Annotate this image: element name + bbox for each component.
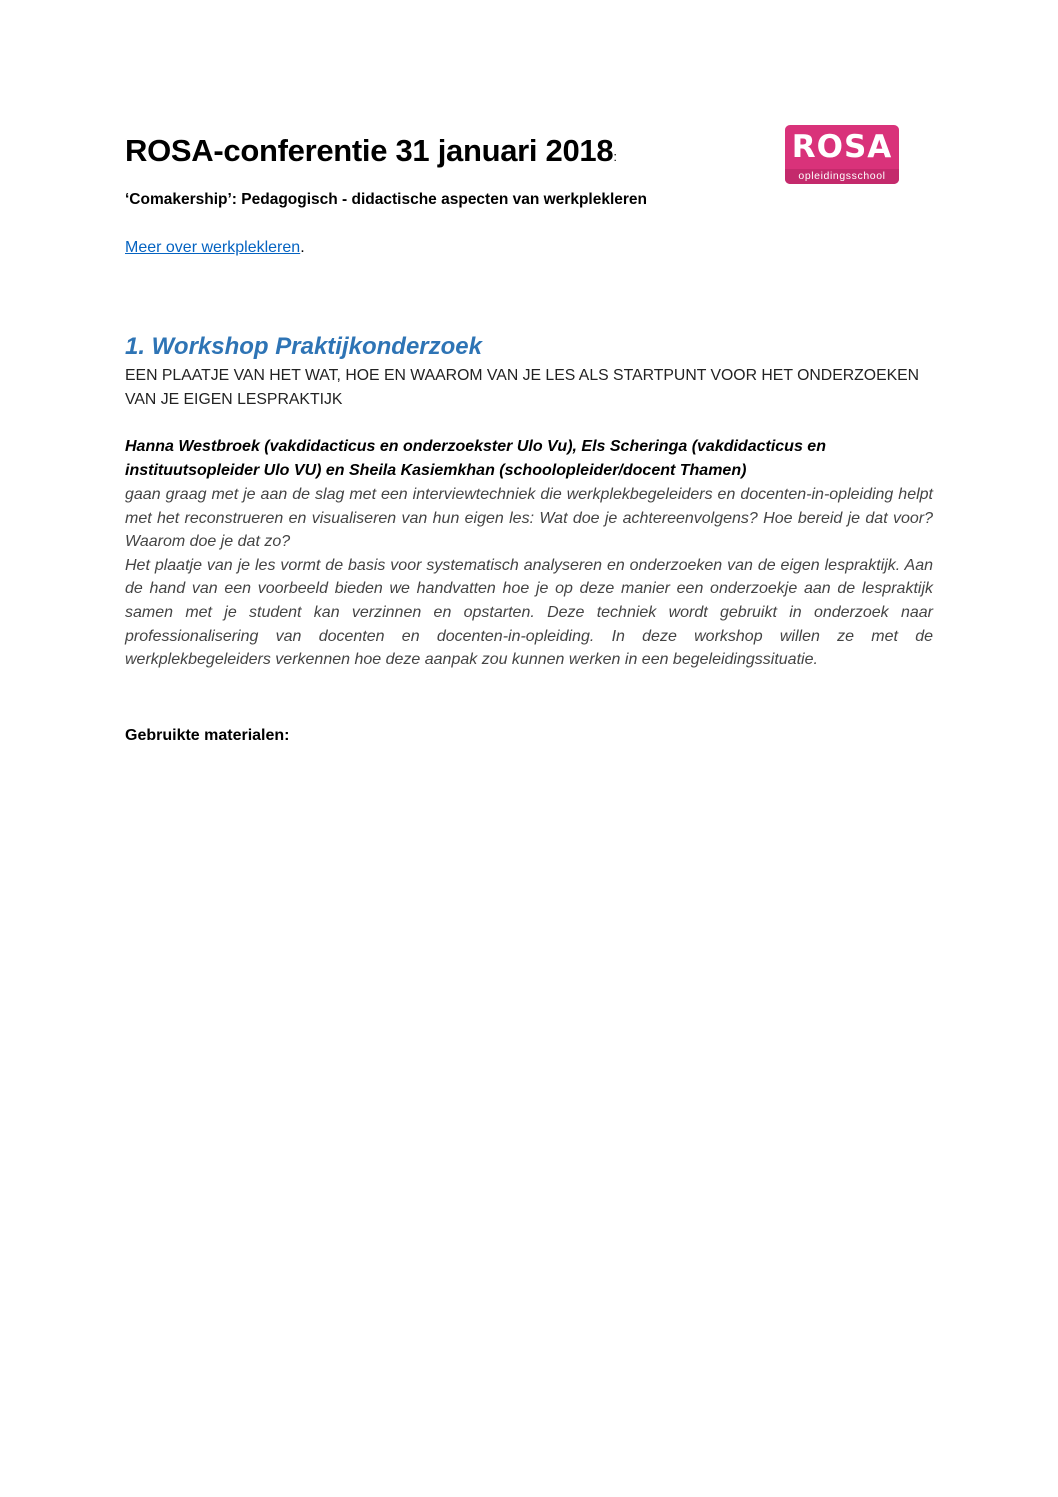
- link-line: [125, 237, 305, 259]
- logo-subtitle: opleidingsschool: [798, 170, 886, 182]
- document-title-text: ROSA-conferentie 31 januari 2018: [125, 133, 614, 168]
- document-title-colon: :: [613, 149, 617, 164]
- description-paragraph-1: gaan graag met je aan de slag met een interviewtechniek die werkplekbegeleiders en docenten-in-opleiding helpt met het reconstrueren en visualiseren van hun eigen les: Wat doe je achtereenvolgens? Hoe bereid je dat voor? Waarom doe je dat zo?: [125, 486, 933, 551]
- materials-label: Gebruikte materialen:: [125, 727, 290, 744]
- document-title: [125, 131, 617, 177]
- section-heading: 1. Workshop Praktijkonderzoek: [125, 333, 482, 360]
- section-caps-text: EEN PLAATJE VAN HET WAT, HOE EN WAAROM VAN JE LES ALS STARTPUNT VOOR HET ONDERZOEKEN VAN JE EIGEN LESPRAKTIJK: [125, 367, 920, 408]
- description-paragraph-2: Het plaatje van je les vormt de basis voor systematisch analyseren en onderzoeken van de eigen lespraktijk. Aan de hand van een voorbeeld bieden we handvatten hoe je op deze manier een onderzoekje aan de lespraktijk samen met je student kan verzinnen en opstarten. Deze techniek wordt gebruikt in onderzoek naar professionalisering van docenten en docenten-in-opleiding. In deze workshop willen ze met de werkplekbegeleiders verkennen hoe deze aanpak zou kunnen werken in een begeleidingssituatie.: [125, 556, 933, 669]
- document-subtitle: ‘Comakership’: Pedagogisch - didactische aspecten van werkplekleren: [125, 191, 648, 208]
- workshop-description: [125, 483, 933, 672]
- link-suffix: .: [300, 239, 305, 256]
- rosa-logo: [785, 125, 899, 184]
- werkplekleren-link[interactable]: Meer over werkplekleren: [125, 239, 301, 256]
- logo-word: ROSA: [791, 129, 893, 165]
- presenters-text: Hanna Westbroek (vakdidacticus en onderzoekster Ulo Vu), Els Scheringa (vakdidacticus en instituutsopleider Ulo VU) en Sheila Kasiemkhan (schoolopleider/docent Thamen): [125, 438, 826, 479]
